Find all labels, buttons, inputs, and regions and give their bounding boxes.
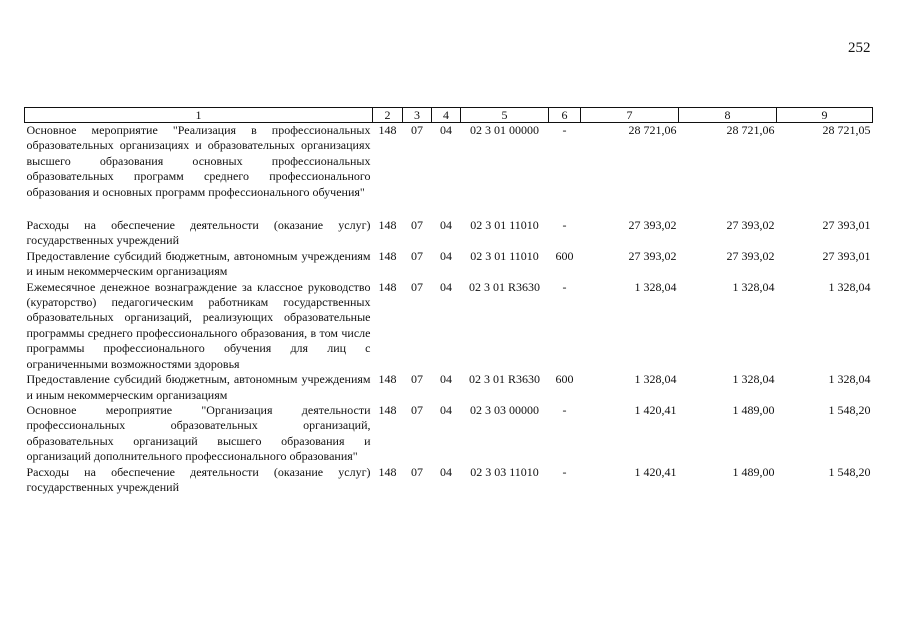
cell-amount-8: 1 489,00 bbox=[732, 464, 775, 479]
table-row bbox=[25, 249, 873, 280]
cell-expense-type: 600 bbox=[555, 372, 574, 387]
table-row bbox=[25, 372, 873, 403]
cell-amount-8: 1 328,04 bbox=[732, 279, 775, 294]
cell-amount-9: 28 721,05 bbox=[822, 123, 871, 137]
cell-amount-8: 27 393,02 bbox=[726, 218, 775, 233]
cell-amount-7: 1 420,41 bbox=[634, 464, 677, 479]
column-header-3: 3 bbox=[403, 108, 432, 123]
cell-amount-9: 1 548,20 bbox=[828, 464, 871, 479]
cell-section: 07 bbox=[411, 279, 423, 294]
cell-ministry: 148 bbox=[378, 372, 397, 387]
cell-expense-type: - bbox=[562, 279, 567, 294]
cell-amount-8: 28 721,06 bbox=[726, 123, 775, 137]
column-header-7: 7 bbox=[581, 108, 679, 123]
cell-ministry: 148 bbox=[378, 248, 397, 263]
cell-amount-9: 27 393,01 bbox=[822, 248, 871, 263]
cell-section: 07 bbox=[411, 402, 423, 417]
row-name: Предоставление субсидий бюджетным, автономным учреждениям и иным некоммерческим организациям bbox=[26, 248, 371, 279]
cell-expense-type: - bbox=[562, 464, 567, 479]
cell-amount-7: 28 721,06 bbox=[628, 123, 677, 137]
cell-ministry: 148 bbox=[378, 123, 397, 137]
cell-expense-type: - bbox=[562, 402, 567, 417]
cell-subsection: 04 bbox=[440, 218, 452, 233]
cell-subsection: 04 bbox=[440, 402, 452, 417]
cell-ministry: 148 bbox=[378, 464, 397, 479]
cell-target-article: 02 3 01 00000 bbox=[470, 123, 539, 137]
column-header-6: 6 bbox=[549, 108, 581, 123]
row-name: Ежемесячное денежное вознаграждение за классное руководство (кураторство) педагогическим работникам государственных образовательных организаций, реализующих образовательные программы среднего профессионального образования, в том числе программы профессионального обучения для лиц с ограниченными возможностями здоровья bbox=[26, 279, 371, 371]
cell-section: 07 bbox=[411, 123, 423, 137]
cell-target-article: 02 3 01 R3630 bbox=[468, 372, 540, 387]
cell-subsection: 04 bbox=[440, 464, 452, 479]
cell-subsection: 04 bbox=[440, 248, 452, 263]
column-header-8: 8 bbox=[679, 108, 777, 123]
cell-target-article: 02 3 01 11010 bbox=[470, 248, 539, 263]
cell-expense-type: - bbox=[562, 123, 567, 137]
column-header-9: 9 bbox=[777, 108, 873, 123]
budget-table bbox=[24, 107, 873, 495]
row-name: Предоставление субсидий бюджетным, автономным учреждениям и иным некоммерческим организациям bbox=[26, 372, 371, 402]
cell-amount-9: 1 548,20 bbox=[828, 402, 871, 417]
cell-target-article: 02 3 03 11010 bbox=[470, 464, 539, 479]
cell-subsection: 04 bbox=[440, 372, 452, 387]
cell-amount-7: 1 328,04 bbox=[634, 279, 677, 294]
cell-amount-7: 27 393,02 bbox=[628, 218, 677, 233]
cell-amount-8: 27 393,02 bbox=[726, 248, 775, 263]
header-row bbox=[25, 108, 873, 123]
spacer-row bbox=[25, 200, 873, 218]
cell-target-article: 02 3 01 R3630 bbox=[468, 279, 540, 294]
cell-ministry: 148 bbox=[378, 218, 397, 233]
cell-amount-8: 1 489,00 bbox=[732, 402, 775, 417]
row-name: Расходы на обеспечение деятельности (оказание услуг) государственных учреждений bbox=[26, 218, 371, 248]
cell-target-article: 02 3 01 11010 bbox=[470, 218, 539, 233]
cell-ministry: 148 bbox=[378, 279, 397, 294]
column-header-2: 2 bbox=[373, 108, 403, 123]
cell-amount-7: 1 328,04 bbox=[634, 372, 677, 387]
cell-ministry: 148 bbox=[378, 402, 397, 417]
cell-target-article: 02 3 03 00000 bbox=[470, 402, 539, 417]
table-row bbox=[25, 465, 873, 496]
table-row bbox=[25, 403, 873, 465]
cell-expense-type: 600 bbox=[555, 248, 574, 263]
cell-amount-7: 1 420,41 bbox=[634, 402, 677, 417]
cell-expense-type: - bbox=[562, 218, 567, 233]
cell-amount-9: 1 328,04 bbox=[828, 372, 871, 387]
cell-section: 07 bbox=[411, 248, 423, 263]
cell-section: 07 bbox=[411, 372, 423, 387]
cell-subsection: 04 bbox=[440, 279, 452, 294]
cell-amount-9: 1 328,04 bbox=[828, 279, 871, 294]
table-row bbox=[25, 280, 873, 372]
cell-amount-8: 1 328,04 bbox=[732, 372, 775, 387]
cell-amount-9: 27 393,01 bbox=[822, 218, 871, 233]
column-header-1: 1 bbox=[25, 108, 373, 123]
row-name: Основное мероприятие "Организация деятельности профессиональных образовательных организаций, образовательных организаций высшего образования и организаций дополнительного профессионального образования" bbox=[26, 402, 371, 464]
row-name: Расходы на обеспечение деятельности (оказание услуг) государственных учреждений bbox=[26, 464, 371, 494]
cell-section: 07 bbox=[411, 218, 423, 233]
table-row bbox=[25, 123, 873, 201]
column-header-5: 5 bbox=[461, 108, 549, 123]
table-row bbox=[25, 218, 873, 249]
cell-section: 07 bbox=[411, 464, 423, 479]
cell-amount-7: 27 393,02 bbox=[628, 248, 677, 263]
page-number: 252 bbox=[848, 40, 871, 56]
column-header-4: 4 bbox=[432, 108, 461, 123]
row-name: Основное мероприятие "Реализация в профессиональных образовательных организациях и образовательных организациях высшего образования основных профессиональных образовательных программ среднего профессионального образования и основных программ профессионального обучения" bbox=[26, 123, 371, 199]
cell-subsection: 04 bbox=[440, 123, 452, 137]
